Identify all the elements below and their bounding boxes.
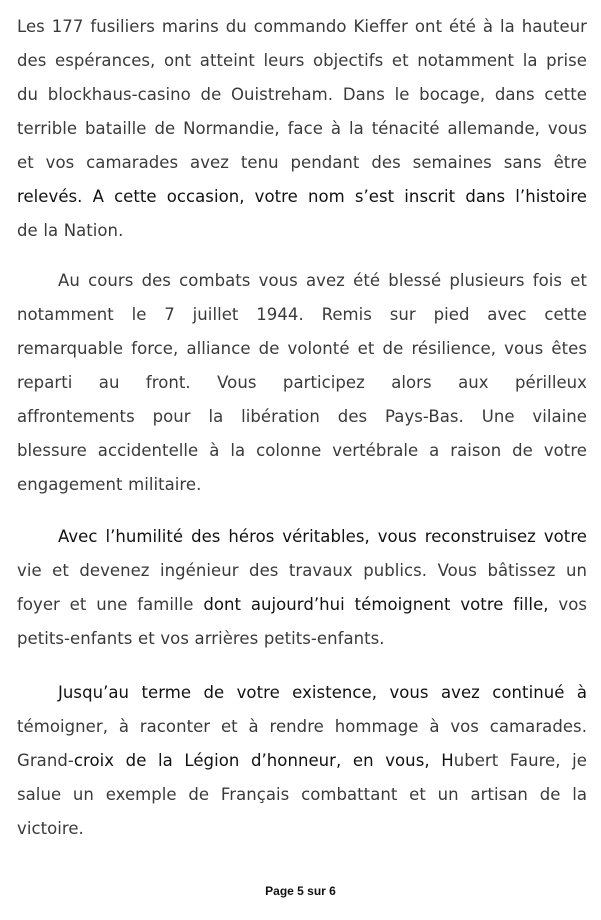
text-run: remarquable force, alliance de volonté et de résilience, vous êtes — [17, 339, 587, 358]
text-line — [17, 112, 587, 146]
text-line — [17, 400, 587, 434]
text-line — [17, 298, 587, 332]
text-run: dont aujourd’hui témoignent votre fille, — [203, 595, 549, 614]
text-line — [17, 332, 587, 366]
text-line — [17, 214, 587, 248]
text-run: ubert Faure, je — [453, 751, 588, 770]
text-line — [17, 10, 587, 44]
text-line — [17, 146, 587, 180]
text-line — [17, 366, 587, 400]
text-run: terrible bataille de Normandie, face à la ténacité allemande, vous — [17, 119, 587, 138]
text-line — [17, 676, 587, 710]
page-number-footer: Page 5 sur 6 — [265, 884, 336, 898]
paragraph-hommage-grand-croix — [17, 676, 587, 846]
text-line — [17, 778, 587, 812]
text-run: de la Nation. — [17, 221, 124, 240]
text-run: Avec l’humilité des héros véritables, vous reconstruisez votre — [58, 527, 587, 546]
text-line — [17, 588, 587, 622]
text-run: du blockhaus-casino de Ouistreham. Dans le bocage, dans cette — [17, 85, 587, 104]
text-run: des espérances, ont atteint leurs objectifs et notamment la prise — [17, 51, 587, 70]
text-line — [17, 44, 587, 78]
text-run: témoigner, à raconter et à rendre hommage à vos camarades. — [17, 717, 587, 736]
text-line — [17, 468, 587, 502]
text-line — [17, 180, 587, 214]
text-run: notamment le 7 juillet 1944. Remis sur pied avec cette — [17, 305, 587, 324]
text-run: et vos camarades avez tenu pendant des semaines sans être — [17, 153, 587, 172]
text-run: Grand- — [17, 751, 74, 770]
text-line — [17, 78, 587, 112]
text-run: relevés. A cette occasion, votre nom s’est inscrit dans l’histoire — [17, 187, 587, 206]
text-run: engagement militaire. — [17, 475, 202, 494]
text-line — [17, 622, 587, 656]
paragraph-combats-blessures — [17, 264, 587, 502]
text-run: vos — [548, 595, 588, 614]
text-run: croix de la Légion d’honneur, en vous, H — [73, 751, 454, 770]
text-line — [17, 554, 587, 588]
text-run: affrontements pour la libération des Pays-Bas. Une vilaine — [17, 407, 587, 426]
text-run: petits-enfants et vos arrières petits-enfants. — [17, 629, 385, 648]
paragraph-commando-kieffer — [17, 10, 587, 248]
paragraph-reconstruction-vie — [17, 520, 587, 656]
text-run: foyer et une famille — [17, 595, 204, 614]
text-line — [17, 744, 587, 778]
text-run: blessure accidentelle à la colonne vertébrale a raison de votre — [17, 441, 587, 460]
text-run: Les 177 fusiliers marins du commando Kieffer ont été à la hauteur — [17, 17, 587, 36]
text-run: vie et devenez ingénieur des travaux publics. Vous bâtissez un — [17, 561, 587, 580]
text-line — [17, 812, 587, 846]
text-run: salue un exemple de Français combattant et un artisan de la — [17, 785, 587, 804]
text-line — [17, 264, 587, 298]
text-run: reparti au front. Vous participez alors aux périlleux — [17, 373, 587, 392]
text-run: victoire. — [17, 819, 84, 838]
text-run: Jusqu’au terme de votre existence, vous avez continué à — [58, 683, 587, 702]
text-line — [17, 434, 587, 468]
text-run: Au cours des combats vous avez été blessé plusieurs fois et — [58, 271, 587, 290]
text-line — [17, 520, 587, 554]
text-line — [17, 710, 587, 744]
